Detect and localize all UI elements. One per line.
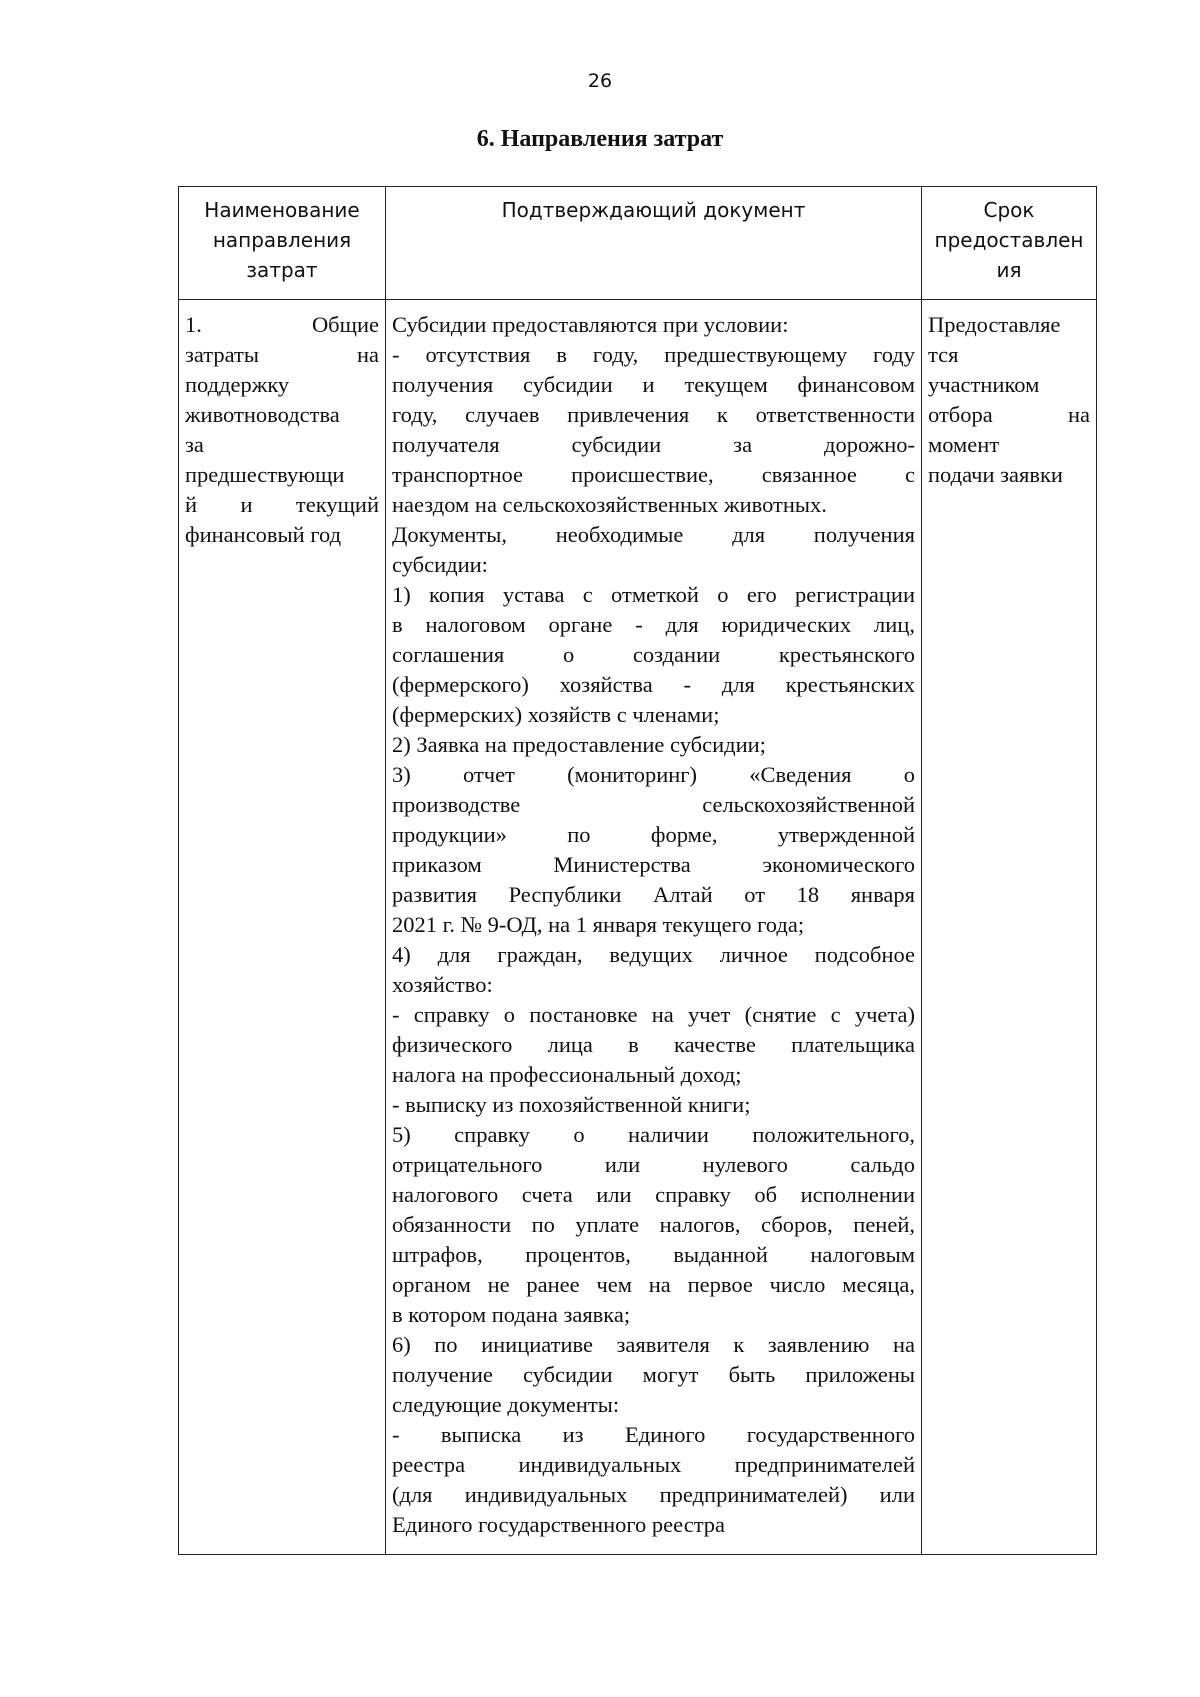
supporting-document-text-line: продукции» по форме, утвержденной	[392, 822, 915, 847]
supporting-document-text-line: 2021 г. № 9-ОД, на 1 января текущего года;	[392, 912, 805, 937]
cost-direction-text-line: за	[185, 432, 204, 457]
supporting-document-text-line: производстве сельскохозяйственной	[392, 792, 915, 817]
supporting-document-text-line: - справку о постановке на учет (снятие с учета)	[392, 1002, 915, 1027]
supporting-document-text-line: - выписку из похозяйственной книги;	[392, 1092, 751, 1117]
submission-term-text-line: Предоставляе	[928, 312, 1061, 337]
supporting-document-text	[386, 300, 921, 1540]
supporting-document-text-line: (фермерского) хозяйства - для крестьянских	[392, 672, 915, 697]
cost-direction-text-line: поддержку	[185, 372, 290, 397]
supporting-document-text-line: налогового счета или справку об исполнении	[392, 1182, 915, 1207]
cost-direction-text-line: 1. Общие	[185, 312, 379, 337]
supporting-document-text-line: (фермерских) хозяйств с членами;	[392, 702, 720, 727]
supporting-document-text-line: - отсутствия в году, предшествующему году	[392, 342, 915, 367]
supporting-document-text-line: приказом Министерства экономического	[392, 852, 915, 877]
cost-direction-text-line: животноводства	[185, 402, 340, 427]
submission-term-text-line: отбора на	[928, 402, 1090, 427]
supporting-document-text-line: Субсидии предоставляются при условии:	[392, 312, 789, 337]
supporting-document-text-line: получение субсидии могут быть приложены	[392, 1362, 915, 1387]
submission-term-cell	[922, 300, 1097, 1555]
submission-term-text-line: момент	[928, 432, 1000, 457]
supporting-document-text-line: в налоговом органе - для юридических лиц,	[392, 612, 915, 637]
supporting-document-text-line: хозяйство:	[392, 972, 493, 997]
supporting-document-text-line: получателя субсидии за дорожно-	[392, 432, 915, 457]
cost-direction-text-line: затраты на	[185, 342, 379, 367]
cost-direction-text-line: финансовый год	[185, 522, 342, 547]
cost-directions-table	[178, 186, 1097, 1555]
supporting-document-text-line: налога на профессиональный доход;	[392, 1062, 742, 1087]
supporting-document-text-line: Документы, необходимые для получения	[392, 522, 915, 547]
supporting-document-cell	[386, 300, 922, 1555]
submission-term-text	[922, 300, 1096, 490]
supporting-document-text-line: следующие документы:	[392, 1392, 620, 1417]
header-supporting-document	[386, 187, 922, 300]
supporting-document-text-line: в котором подана заявка;	[392, 1302, 631, 1327]
submission-term-text-line: участником	[928, 372, 1040, 397]
supporting-document-text-line: 5) справку о наличии положительного,	[392, 1122, 915, 1147]
supporting-document-text-line: 1) копия устава с отметкой о его регистрации	[392, 582, 915, 607]
header-supporting-document-label: Подтверждающий документ	[501, 198, 806, 222]
supporting-document-text-line: штрафов, процентов, выданной налоговым	[392, 1242, 915, 1267]
cost-direction-text-line: предшествующи	[185, 462, 345, 487]
cost-direction-text	[179, 300, 385, 550]
submission-term-text-line: подачи заявки	[928, 462, 1063, 487]
header-submission-term	[922, 187, 1097, 300]
cost-direction-cell	[179, 300, 386, 1555]
supporting-document-text-line: - выписка из Единого государственного	[392, 1422, 915, 1447]
supporting-document-text-line: соглашения о создании крестьянского	[392, 642, 915, 667]
supporting-document-text-line: 2) Заявка на предоставление субсидии;	[392, 732, 766, 757]
supporting-document-text-line: Единого государственного реестра	[392, 1512, 726, 1537]
supporting-document-text-line: 3) отчет (мониторинг) «Сведения о	[392, 762, 915, 787]
supporting-document-text-line: отрицательного или нулевого сальдо	[392, 1152, 915, 1177]
header-cost-direction	[179, 187, 386, 300]
supporting-document-text-line: 4) для граждан, ведущих личное подсобное	[392, 942, 915, 967]
supporting-document-text-line: транспортное происшествие, связанное с	[392, 462, 915, 487]
page-number: 26	[587, 70, 613, 92]
table-header-row	[179, 187, 1097, 300]
submission-term-text-line: тся	[928, 342, 959, 367]
supporting-document-text-line: году, случаев привлечения к ответственности	[392, 402, 915, 427]
cost-direction-text-line: й и текущий	[185, 492, 379, 517]
header-cost-direction-label: Наименование направления затрат	[204, 198, 360, 282]
section-title: 6. Направления затрат	[476, 126, 724, 152]
supporting-document-text-line: субсидии:	[392, 552, 488, 577]
supporting-document-text-line: обязанности по уплате налогов, сборов, пеней,	[392, 1212, 915, 1237]
supporting-document-text-line: наездом на сельскохозяйственных животных.	[392, 492, 827, 517]
supporting-document-text-line: физического лица в качестве плательщика	[392, 1032, 915, 1057]
supporting-document-text-line: развития Республики Алтай от 18 января	[392, 882, 915, 907]
supporting-document-text-line: органом не ранее чем на первое число месяца,	[392, 1272, 915, 1297]
header-submission-term-label: Срок предоставлен ия	[934, 198, 1084, 282]
supporting-document-text-line: реестра индивидуальных предпринимателей	[392, 1452, 915, 1477]
supporting-document-text-line: получения субсидии и текущем финансовом	[392, 372, 915, 397]
supporting-document-text-line: 6) по инициативе заявителя к заявлению на	[392, 1332, 915, 1357]
supporting-document-text-line: (для индивидуальных предпринимателей) или	[392, 1482, 915, 1507]
table-row	[179, 300, 1097, 1555]
